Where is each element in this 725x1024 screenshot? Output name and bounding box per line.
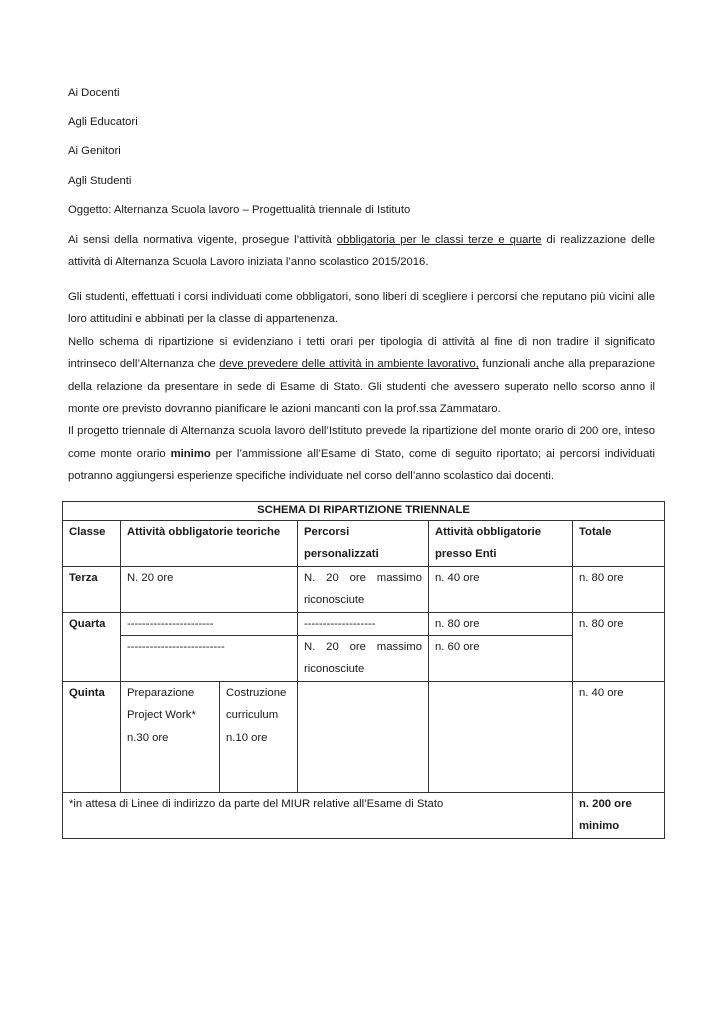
row-quinta-enti [429,681,573,792]
header-teoriche: Attività obbligatorie teoriche [121,521,298,567]
row-quarta-classe: Quarta [63,612,121,681]
row-quinta-classe: Quinta [63,681,121,792]
row-quinta-percorsi [298,681,429,792]
paragraph-project: Il progetto triennale di Alternanza scuola lavoro dell’Istituto prevede la ripartizione del monte orario di 200 ore, inteso come monte orario minimo per l’ammissione all’Esame di Stato, come di seguito riportato; ai percorsi individuati potranno aggiungersi esperienze specifiche individuate nel corso dell’anno scolastico dai docenti. [68,425,656,483]
table-footnote: *in attesa di Linee di indirizzo da parte del MIUR relative all’Esame di Stato [63,792,573,838]
header-totale: Totale [573,521,665,567]
row-quinta-curriculum: Costruzione curriculum n.10 ore [220,681,298,792]
row-quarta-2-teoriche: -------------------------- [121,636,298,682]
grand-total: n. 200 ore minimo [573,792,665,838]
paragraph-students: Gli studenti, effettuati i corsi individuati come obbligatori, sono liberi di scegliere i percorsi che reputano più vicini alle loro attitudini e abbinati per la classe di appartenenza. [68,291,655,326]
recipient-studenti: Agli Studenti [68,175,132,187]
recipient-educatori: Agli Educatori [68,116,138,128]
underlined-obligation: obbligatoria per le classi terze e quarte [336,234,542,246]
row-quarta-1-enti: n. 80 ore [429,612,573,635]
row-quinta-project-work: Preparazione Project Work* n.30 ore [121,681,220,792]
subject-line: Oggetto: Alternanza Scuola lavoro – Progettualità triennale di Istituto [68,204,411,216]
row-terza-enti: n. 40 ore [429,566,573,612]
table-title: SCHEMA DI RIPARTIZIONE TRIENNALE [63,502,665,521]
header-classe: Classe [63,521,121,567]
row-quarta-1-percorsi: ------------------- [298,612,429,635]
paragraph-intro: Ai sensi della normativa vigente, prosegue l’attività obbligatoria per le classi terze e quarte di realizzazione delle attività di Alternanza Scuola Lavoro iniziata l’anno scolastico 2015/2016. [68,234,656,269]
header-enti: Attività obbligatorie presso Enti [429,521,573,567]
row-terza-percorsi: N. 20 ore massimo riconosciute [298,566,429,612]
underlined-workplace: deve prevedere delle attività in ambiente lavorativo, [219,358,479,371]
row-quarta-totale: n. 80 ore [573,612,665,681]
schema-table [62,501,665,839]
header-percorsi: Percorsi personalizzati [298,521,429,567]
row-terza-teoriche: N. 20 ore [121,566,298,612]
row-quarta-2-percorsi: N. 20 ore massimo riconosciute [298,636,429,682]
row-terza-classe: Terza [63,566,121,612]
recipient-docenti: Ai Docenti [68,87,120,99]
paragraph-schema: Nello schema di ripartizione si evidenziano i tetti orari per tipologia di attività al fine di non tradire il significato intrinseco dell’Alternanza che deve prevedere delle attività in ambiente lavorativo, funzionali anche alla preparazione della relazione da presentare in sede di Esame di Stato. Gli studenti che avessero superato nello scorso anno il monte ore previsto dovranno pianificare le azioni mancanti con la prof.ssa Zammataro. [68,335,655,416]
recipient-genitori: Ai Genitori [68,145,121,157]
row-quinta-totale: n. 40 ore [573,681,665,792]
row-terza-totale: n. 80 ore [573,566,665,612]
paragraph-body [68,286,655,488]
row-quarta-2-enti: n. 60 ore [429,636,573,682]
row-quarta-1-teoriche: ----------------------- [121,612,298,635]
